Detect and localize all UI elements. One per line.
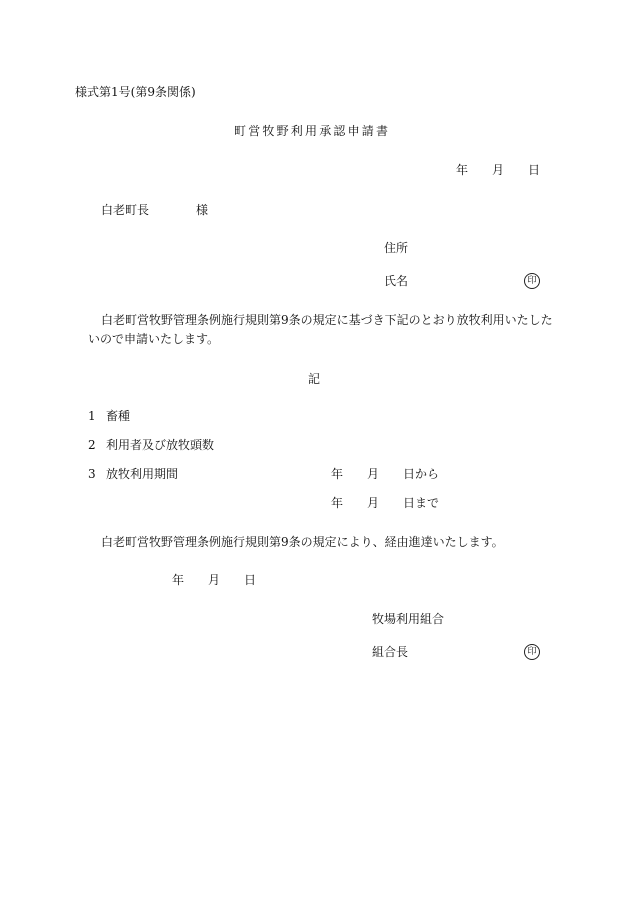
address-label: 住所 (384, 241, 409, 255)
seal-mark: 印 (524, 644, 540, 660)
item-label: 放牧利用期間 (106, 467, 179, 481)
period-from-month: 月 (367, 467, 380, 481)
name-label: 氏名 (384, 274, 409, 288)
period-to-month: 月 (367, 496, 380, 510)
association-head-label: 組合長 (372, 645, 409, 659)
period-to-year: 年 (331, 496, 344, 510)
item-label: 利用者及び放牧頭数 (106, 438, 215, 452)
seal-mark: 印 (524, 273, 540, 289)
date-day: 日 (528, 163, 541, 177)
date-year: 年 (456, 163, 469, 177)
body-line-2: いので申請いたします。 (88, 332, 220, 346)
item-number: 3 (88, 467, 96, 481)
body-line-1: 白老町営牧野管理条例施行規則第9条の規定に基づき下記のとおり放牧利用いたした (101, 313, 553, 327)
routing-date-month: 月 (208, 573, 221, 587)
item-number: 1 (88, 409, 96, 423)
document-title: 町営牧野利用承認申請書 (234, 124, 391, 138)
addressee-name: 白老町長 (101, 203, 150, 217)
routing-statement: 白老町営牧野管理条例施行規則第9条の規定により、経由進達いたします。 (101, 535, 504, 549)
routing-date-year: 年 (172, 573, 185, 587)
period-from-day: 日から (403, 467, 440, 481)
routing-date-day: 日 (244, 573, 257, 587)
addressee-honorific: 様 (196, 203, 209, 217)
association-name: 牧場利用組合 (372, 612, 445, 626)
ki-heading: 記 (308, 372, 321, 386)
form-number-label: 様式第1号(第9条関係) (75, 85, 196, 99)
item-number: 2 (88, 438, 96, 452)
period-to-day: 日まで (403, 496, 440, 510)
item-label: 畜種 (106, 409, 131, 423)
period-from-year: 年 (331, 467, 344, 481)
date-month: 月 (492, 163, 505, 177)
